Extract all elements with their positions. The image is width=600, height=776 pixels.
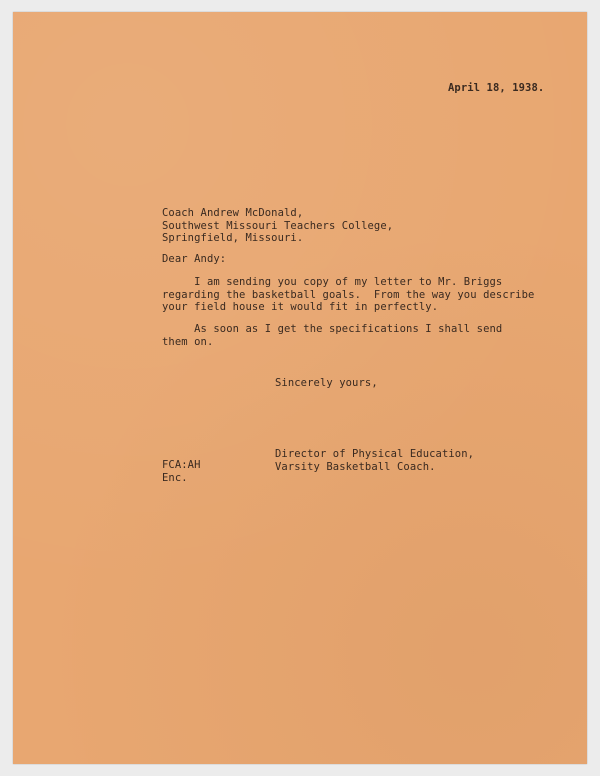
recipient-line: Southwest Missouri Teachers College, xyxy=(162,219,394,232)
body-line: I am sending you copy of my letter to Mr. Briggs xyxy=(162,276,503,288)
reference-initials xyxy=(162,459,201,484)
letter-page xyxy=(13,12,587,764)
signature-line: Varsity Basketball Coach. xyxy=(275,460,436,473)
recipient-line: Springfield, Missouri. xyxy=(162,232,304,244)
recipient-line: Coach Andrew McDonald, xyxy=(162,207,304,219)
body-paragraph-1 xyxy=(162,276,534,314)
signature-block xyxy=(275,448,474,473)
signature-line: Director of Physical Education, xyxy=(275,448,475,460)
reference-line: FCA:AH xyxy=(162,459,201,471)
body-paragraph-2 xyxy=(162,323,502,348)
body-line: them on. xyxy=(162,335,214,348)
body-line: As soon as I get the specifications I shall send xyxy=(162,323,503,335)
letter-date: April 18, 1938. xyxy=(448,82,545,94)
enclosure-line: Enc. xyxy=(162,471,188,484)
body-line: your field house it would fit in perfectly. xyxy=(162,301,439,313)
recipient-address xyxy=(162,207,393,245)
complimentary-closing: Sincerely yours, xyxy=(275,377,378,389)
body-line: regarding the basketball goals. From the way you describe xyxy=(162,288,535,301)
salutation: Dear Andy: xyxy=(162,253,227,265)
